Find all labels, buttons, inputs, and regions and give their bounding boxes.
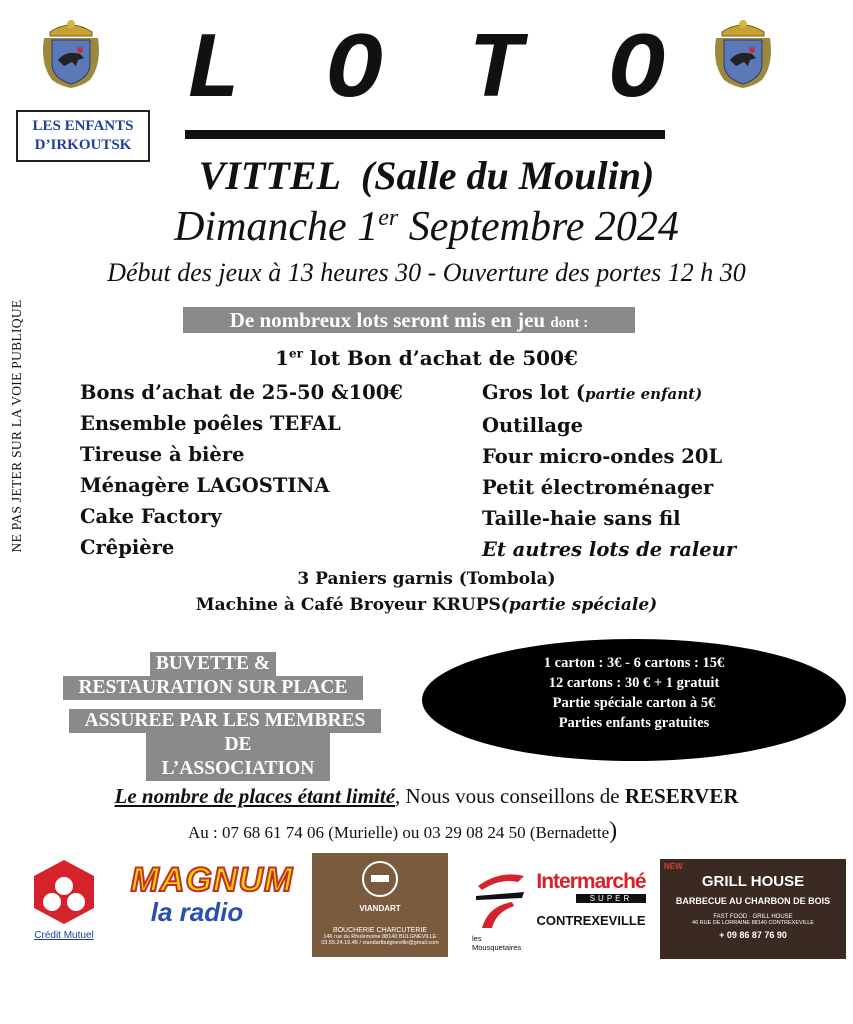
title-underline [185,130,665,139]
date-day: Dimanche 1 [174,204,379,250]
lots-banner-small: dont : [550,315,589,331]
first-prize-sup: er [288,346,303,361]
price-line: Parties enfants gratuites [558,715,710,731]
viandart-emblem-icon [360,859,400,899]
magnum-top: MAGNUM [130,861,294,899]
first-prize-num: 1 [275,346,289,370]
mousquetaires-icon [472,866,528,930]
prize-item: Crêpière [80,536,175,559]
mousquetaires-logo [472,866,528,952]
venue-place: (Salle du Moulin) [360,153,655,198]
association-line2: D’IRKOUTSK [34,137,132,153]
prizes-right-list [482,377,736,565]
date-sup: er [378,205,399,231]
buvette-line3: ASSUREE PAR LES MEMBRES [69,709,381,733]
viandart-line1: BOUCHERIE CHARCUTERIE [332,927,428,934]
gros-lot-note: partie enfant) [585,385,703,403]
grill-name: GRILL HOUSE [701,873,805,890]
price-line: Partie spéciale carton à 5€ [552,695,716,711]
venue-line [0,152,853,199]
lots-banner [183,307,635,333]
grill-phone: + 09 86 87 76 90 [719,930,787,940]
mousquetaires-text: les Mousquetaires [472,934,522,952]
grill-line3: 46 RUE DE LORRAINE 88140 CONTREXEVILLE [692,920,814,926]
prize-item: Bons d’achat de 25-50 &100€ [80,381,403,404]
title-letter: L [185,19,242,125]
tombola-line2-text: Machine à Café Broyeur KRUPS [195,595,501,615]
coat-of-arms-right [712,14,774,90]
price-line: 1 carton : 3€ - 6 cartons : 15€ [543,655,725,671]
intermarche-logo [530,870,652,944]
event-date [0,203,853,251]
phone-line [188,818,617,845]
viandart-line2: 146 rue du Rhulemoine 88140 BULGNEVILLE [323,934,437,940]
magnum-bottom: la radio [150,897,244,927]
intermarche-sub: SUPER [576,894,646,903]
tombola-block [0,566,853,618]
buvette-line2: RESTAURATION SUR PLACE [63,676,363,700]
first-prize [0,346,853,370]
prize-item-gros-lot [482,377,736,410]
gros-lot-label: Gros lot ( [482,381,586,404]
start-times: Début des jeux à 13 heures 30 - Ouverture des portes 12 h 30 [107,258,746,287]
phone-close: ) [609,818,618,844]
pricing-ellipse [422,639,846,761]
viandart-name: VIANDART [359,904,401,913]
tombola-line2-note: (partie spéciale) [500,595,658,615]
viandart-logo [312,853,448,957]
title-letter: T [467,19,524,125]
prize-item: Petit électroménager [482,476,714,499]
prize-item: Cake Factory [80,505,222,528]
prize-item: Ensemble poêles TEFAL [80,412,341,435]
intermarche-city: CONTREXEVILLE [536,913,646,928]
side-notice: NE PAS JETER SUR LA VOIE PUBLIQUE [9,299,24,553]
association-line1: LES ENFANTS [32,118,134,134]
buvette-line1: BUVETTE & [150,652,276,676]
reservation-middle: , Nous vous conseillons de [395,784,625,808]
grill-line1: BARBECUE AU CHARBON DE BOIS [675,896,831,906]
prize-item: Outillage [482,414,584,437]
reservation-emphasis: Le nombre de places étant limité [114,784,396,808]
tombola-line1: 3 Paniers garnis (Tombola) [297,569,556,589]
tombola-line2 [0,592,853,618]
intermarche-name: Intermarché [536,870,646,893]
reservation-line [0,784,853,809]
title-letter: O [608,19,665,125]
lots-banner-main: De nombreux lots seront mis en jeu [229,308,551,332]
date-rest: Septembre 2024 [398,204,679,250]
prize-item: Ménagère LAGOSTINA [80,474,330,497]
grill-new-badge: NEW [664,862,683,871]
buvette-line4: DE L’ASSOCIATION [146,733,330,781]
viandart-line3: 03.55.24.16.45 / viandartbulgneville@gmail.com [321,940,439,946]
prize-item: Four micro-ondes 20L [482,445,723,468]
page-title [185,19,665,125]
prize-item-last: Et autres lots de raleur [482,538,737,561]
title-letter: O [326,19,383,125]
prize-item: Taille-haie sans fil [482,507,681,530]
phone-text: Au : 07 68 61 74 06 (Murielle) ou 03 29 08 24 50 (Bernadette [188,823,610,842]
price-line: 12 cartons : 30 € + 1 gratuit [548,675,720,691]
prize-item: Tireuse à bière [80,443,245,466]
grill-house-logo [660,859,846,959]
reservation-strong: RESERVER [624,784,739,808]
first-prize-rest: lot Bon d’achat de 500€ [302,346,578,370]
credit-mutuel-text: Crédit Mutuel [34,930,94,941]
prizes-left-list [80,377,403,563]
coat-of-arms-left [40,14,102,90]
venue-city: VITTEL [198,153,341,198]
magnum-logo [120,862,304,932]
grill-line2: FAST FOOD · GRILL HOUSE [713,914,793,920]
